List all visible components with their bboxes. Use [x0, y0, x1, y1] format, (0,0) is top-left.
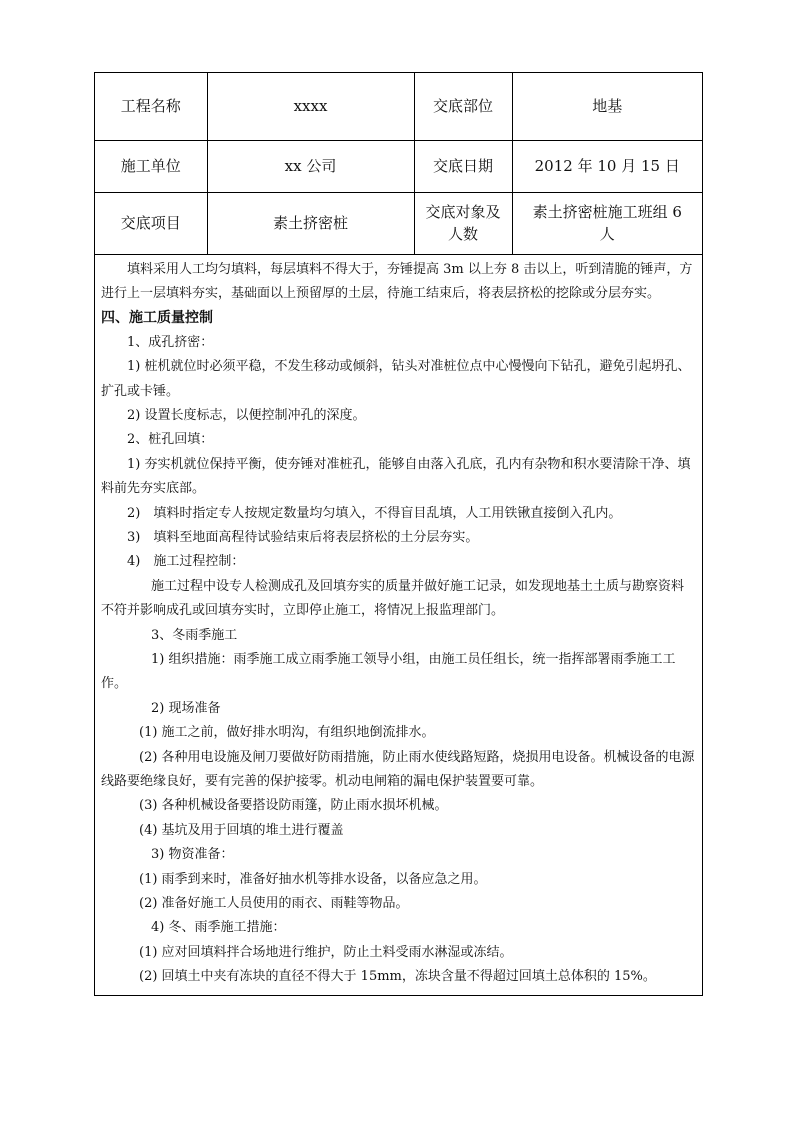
s2-title: 2、桩孔回填： — [127, 432, 214, 448]
section-title: 四、施工质量控制 — [101, 310, 213, 327]
unit-label: 施工单位 — [95, 140, 207, 192]
disclosure-sheet — [94, 72, 703, 996]
s3-p3: 3) 物资准备： — [151, 847, 234, 863]
s3-p2: 2) 现场准备 — [151, 700, 221, 716]
disclosure-content — [95, 255, 702, 990]
project-name-value: xxxx — [207, 73, 414, 140]
s1-p1: 1) 桩机就位时必须平稳，不发生移动或倾斜，钻头对准桩位点中心慢慢向下钻孔，避免引起坍孔、扩孔或卡锤。 — [101, 359, 691, 399]
header-table — [95, 73, 702, 255]
s2-p3: 3) 填料至地面高程待试验结束后将表层挤松的土分层夯实。 — [127, 529, 479, 545]
target-label-text: 交底对象及人数 — [425, 202, 501, 243]
s2-p2: 2) 填料时指定专人按规定数量均匀填入，不得盲目乱填，人工用铁锹直接倒入孔内。 — [127, 505, 622, 521]
s3-p3-2: (2) 准备好施工人员使用的雨衣、雨鞋等物品。 — [139, 896, 409, 912]
target-value-text: 素土挤密桩施工班组 6 人 — [532, 202, 682, 243]
s1-title: 1、成孔挤密： — [127, 334, 214, 350]
s3-p2-2: (2) 各种用电设施及闸刀要做好防雨措施，防止雨水使线路短路，烧损用电设备。机械设备的电源线路要绝缘良好，要有完善的保护接零。机动电闸箱的漏电保护装置要可靠。 — [101, 749, 695, 790]
s3-p4-1: (1) 应对回填料拌合场地进行维护，防止土料受雨水淋湿或冻结。 — [139, 944, 513, 960]
target-label — [414, 192, 512, 254]
intro-paragraph: 填料采用人工均匀填料，每层填料不得大于，夯锤提高 3m 以上夯 8 击以上，听到清脆的锤声，方进行上一层填料夯实，基础面以上预留厚的土层，待施工结束后，将表层挤松的挖除或分层夯实。 — [101, 261, 693, 301]
s3-p1: 1) 组织措施：雨季施工成立雨季施工领导小组，由施工员任组长，统一指挥部署雨季施工工作。 — [101, 652, 676, 692]
target-value — [512, 192, 702, 254]
date-label: 交底日期 — [414, 140, 512, 192]
s3-p2-1: (1) 施工之前，做好排水明沟，有组织地倒流排水。 — [139, 725, 435, 741]
s3-p4-2: (2) 回填土中夹有冻块的直径不得大于 15mm，冻块含量不得超过回填土总体积的 15%。 — [139, 969, 656, 985]
s2-p4: 4) 施工过程控制： — [127, 554, 245, 570]
item-value: 素土挤密桩 — [207, 192, 414, 254]
s3-p2-4: (4) 基坑及用于回填的堆土进行覆盖 — [139, 822, 344, 838]
project-name-label: 工程名称 — [95, 73, 207, 140]
s1-p2: 2) 设置长度标志，以便控制冲孔的深度。 — [127, 407, 366, 423]
part-value: 地基 — [512, 73, 702, 140]
s2-p4-text: 施工过程中设专人检测成孔及回填夯实的质量并做好施工记录，如发现地基土土质与勘察资料不符并影响成孔或回填夯实时，立即停止施工，将情况上报监理部门。 — [101, 578, 685, 619]
item-label: 交底项目 — [95, 192, 207, 254]
s3-title: 3、冬雨季施工 — [151, 627, 238, 643]
unit-value: xx 公司 — [207, 140, 414, 192]
s3-p2-3: (3) 各种机械设备要搭设防雨篷，防止雨水损坏机械。 — [139, 798, 448, 814]
s2-p1: 1) 夯实机就位保持平衡，使夯锤对准桩孔，能够自由落入孔底，孔内有杂物和积水要清除干净、填料前先夯实底部。 — [101, 456, 691, 497]
part-label: 交底部位 — [414, 73, 512, 140]
date-value: 2012 年 10 月 15 日 — [512, 140, 702, 192]
s3-p4: 4) 冬、雨季施工措施： — [151, 920, 286, 936]
s3-p3-1: (1) 雨季到来时，准备好抽水机等排水设备，以备应急之用。 — [139, 871, 487, 887]
